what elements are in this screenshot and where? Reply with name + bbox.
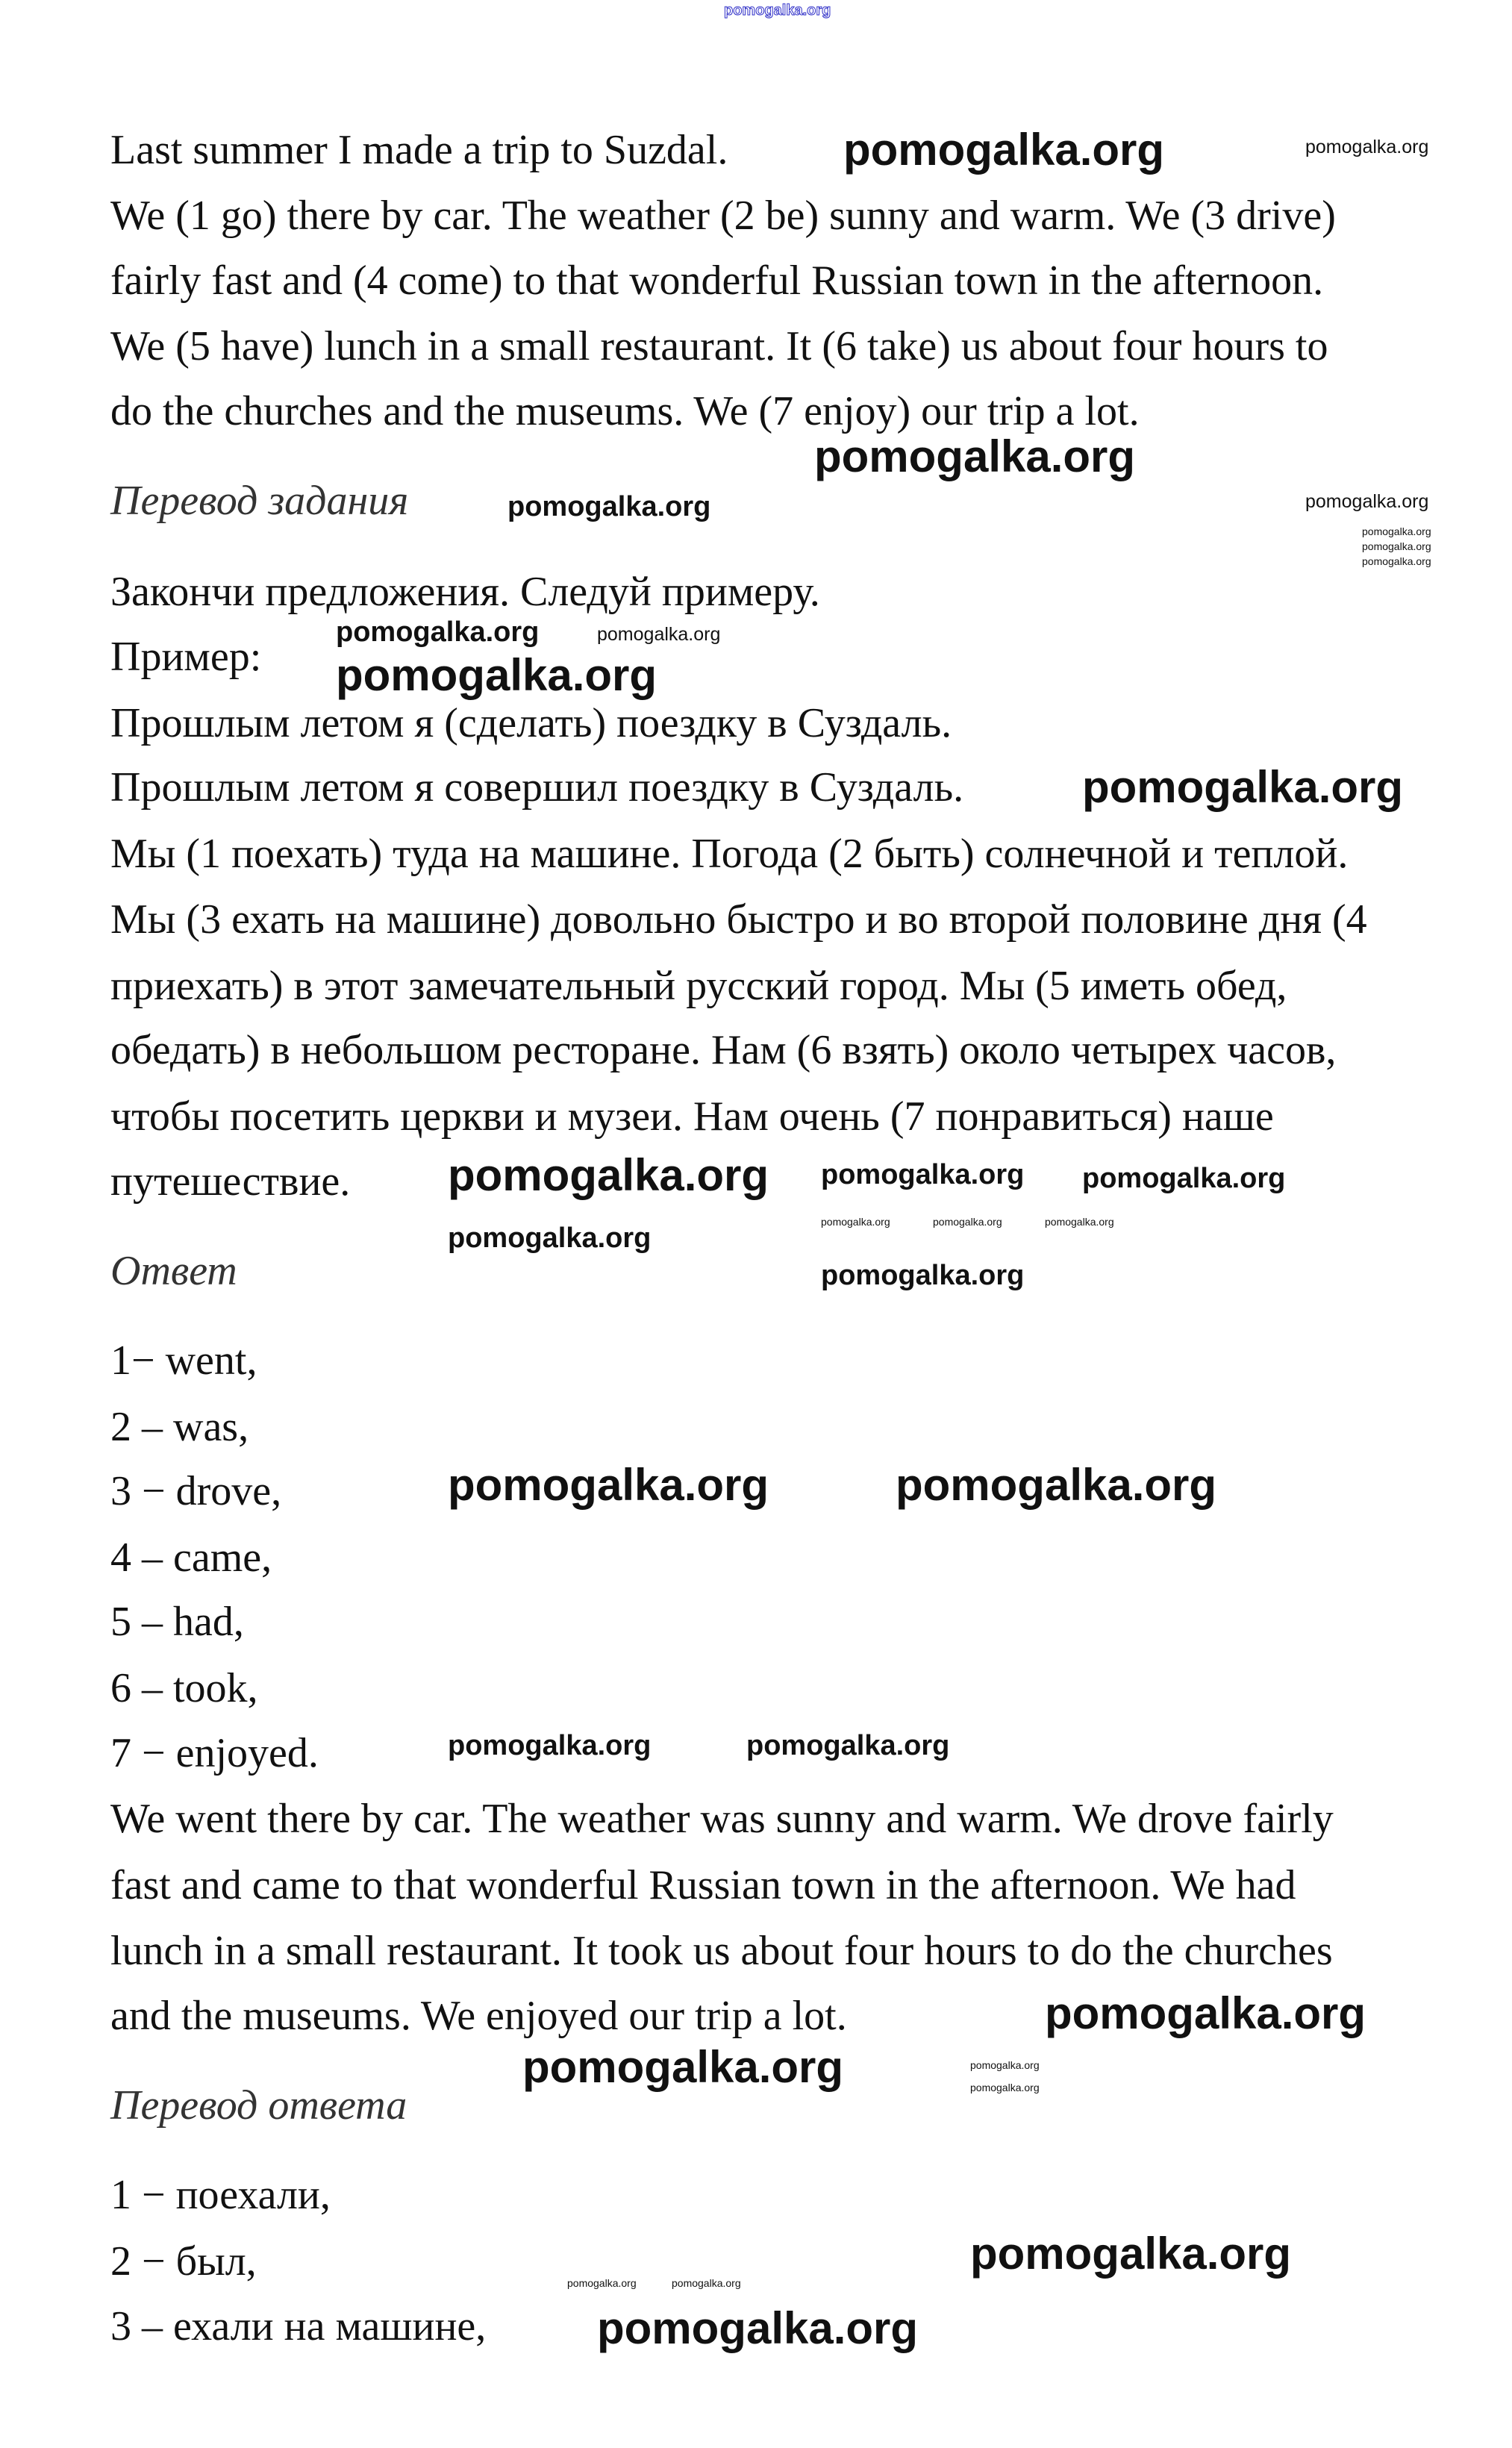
text-line: приехать) в этот замечательный русский город. Мы (5 иметь обед, bbox=[110, 962, 1287, 1009]
watermark: pomogalka.org bbox=[843, 125, 1165, 175]
text-line: We (1 go) there by car. The weather (2 be) sunny and warm. We (3 drive) bbox=[110, 193, 1336, 240]
watermark: pomogalka.org bbox=[597, 2303, 919, 2353]
section-heading: Перевод ответа bbox=[110, 2082, 407, 2129]
text-line: fairly fast and (4 come) to that wonderful Russian town in the afternoon. bbox=[110, 257, 1324, 304]
text-line: 6 – took, bbox=[110, 1665, 258, 1712]
text-line: Мы (1 поехать) туда на машине. Погода (2 быть) солнечной и теплой. bbox=[110, 830, 1349, 877]
text-line: do the churches and the museums. We (7 enjoy) our trip a lot. bbox=[110, 387, 1140, 434]
text-line: 1 − поехали, bbox=[110, 2172, 331, 2219]
watermark: pomogalka.org bbox=[1362, 555, 1431, 567]
watermark: pomogalka.org bbox=[1305, 491, 1429, 512]
text-line: 1− went, bbox=[110, 1337, 257, 1384]
watermark: pomogalka.org bbox=[1362, 540, 1431, 552]
text-line: Закончи предложения. Следуй примеру. bbox=[110, 569, 820, 616]
watermark: pomogalka.org bbox=[336, 616, 540, 648]
text-line: Last summer I made a trip to Suzdal. bbox=[110, 126, 728, 173]
text-line: 3 – ехали на машине, bbox=[110, 2302, 487, 2349]
watermark: pomogalka.org bbox=[1082, 762, 1404, 812]
text-line: Пример: bbox=[110, 633, 262, 680]
text-line: We (5 have) lunch in a small restaurant. It (6 take) us about four hours to bbox=[110, 323, 1328, 370]
text-line: 2 − был, bbox=[110, 2238, 257, 2285]
watermark: pomogalka.org bbox=[336, 650, 657, 700]
watermark: pomogalka.org bbox=[448, 1730, 652, 1761]
text-line: 7 − enjoyed. bbox=[110, 1729, 319, 1776]
text-line: путешествие. bbox=[110, 1158, 351, 1205]
watermark: pomogalka.org bbox=[814, 431, 1136, 481]
watermark: pomogalka.org bbox=[821, 1159, 1025, 1190]
watermark: pomogalka.org bbox=[821, 1216, 890, 1228]
watermark: pomogalka.org bbox=[821, 1260, 1025, 1291]
watermark: pomogalka.org bbox=[567, 2277, 637, 2289]
section-heading: Перевод задания bbox=[110, 478, 409, 525]
watermark: pomogalka.org bbox=[448, 1460, 769, 1510]
text-line: and the museums. We enjoyed our trip a lot. bbox=[110, 1992, 847, 2039]
watermark: pomogalka.org bbox=[448, 1150, 769, 1200]
text-line: обедать) в небольшом ресторане. Нам (6 взять) около четырех часов, bbox=[110, 1027, 1337, 1074]
watermark: pomogalka.org bbox=[597, 624, 721, 645]
watermark: pomogalka.org bbox=[746, 1730, 950, 1761]
watermark: pomogalka.org bbox=[724, 2, 831, 19]
watermark: pomogalka.org bbox=[933, 1216, 1002, 1228]
section-heading: Ответ bbox=[110, 1247, 237, 1294]
watermark: pomogalka.org bbox=[896, 1460, 1217, 1510]
text-line: Прошлым летом я (сделать) поездку в Суздаль. bbox=[110, 699, 952, 746]
text-line: Прошлым летом я совершил поездку в Суздаль. bbox=[110, 764, 964, 811]
watermark: pomogalka.org bbox=[448, 1223, 652, 1254]
watermark: pomogalka.org bbox=[1082, 1163, 1286, 1194]
watermark: pomogalka.org bbox=[1045, 1988, 1366, 2038]
watermark: pomogalka.org bbox=[507, 491, 711, 522]
watermark: pomogalka.org bbox=[522, 2042, 844, 2092]
text-line: We went there by car. The weather was sunny and warm. We drove fairly bbox=[110, 1796, 1334, 1843]
watermark: pomogalka.org bbox=[672, 2277, 741, 2289]
text-line: fast and came to that wonderful Russian town in the afternoon. We had bbox=[110, 1861, 1296, 1908]
watermark: pomogalka.org bbox=[1362, 525, 1431, 537]
watermark: pomogalka.org bbox=[970, 2082, 1040, 2093]
text-line: 2 – was, bbox=[110, 1403, 249, 1450]
watermark: pomogalka.org bbox=[1305, 137, 1429, 157]
watermark: pomogalka.org bbox=[970, 2229, 1292, 2279]
text-line: чтобы посетить церкви и музеи. Нам очень (7 понравиться) наше bbox=[110, 1093, 1274, 1140]
text-line: 5 – had, bbox=[110, 1599, 244, 1646]
text-line: lunch in a small restaurant. It took us about four hours to do the churches bbox=[110, 1928, 1333, 1975]
text-line: 3 − drove, bbox=[110, 1468, 282, 1515]
text-line: Мы (3 ехать на машине) довольно быстро и во второй половине дня (4 bbox=[110, 896, 1367, 943]
watermark: pomogalka.org bbox=[970, 2059, 1040, 2071]
watermark: pomogalka.org bbox=[1045, 1216, 1114, 1228]
text-line: 4 – came, bbox=[110, 1534, 272, 1581]
